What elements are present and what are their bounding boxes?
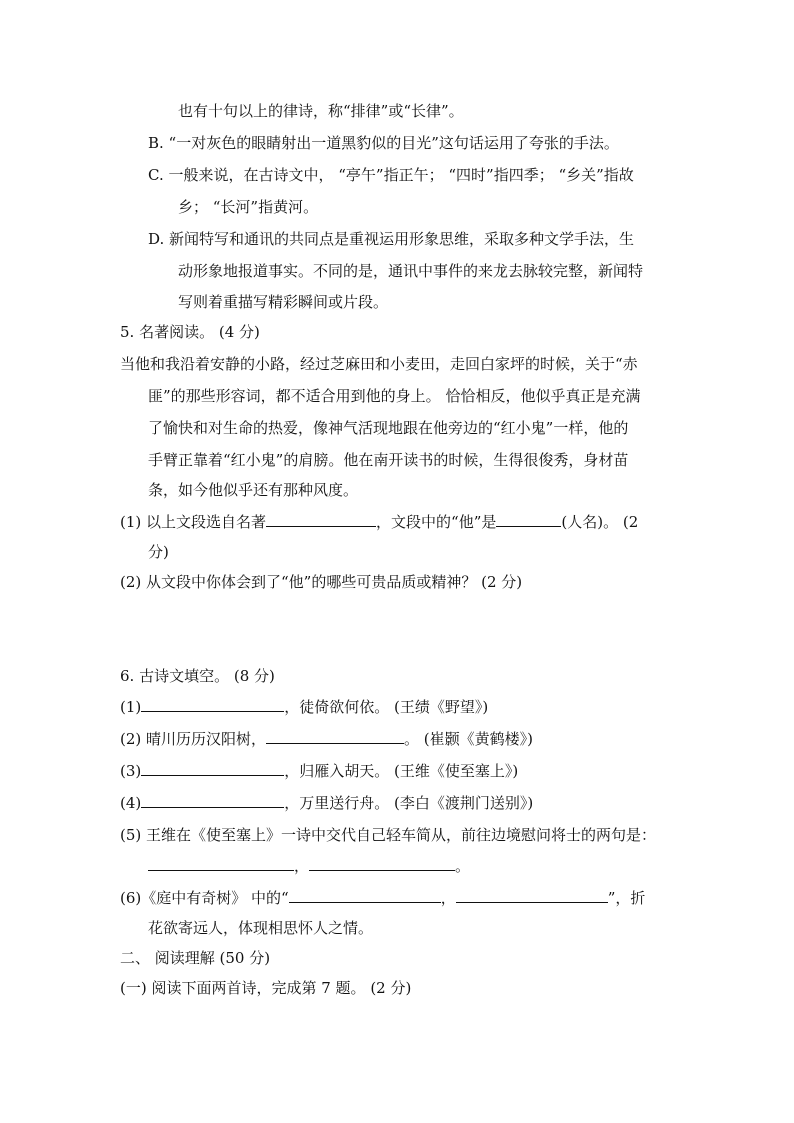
q6-item-6 [120, 888, 645, 908]
q5-sub1-score: 分) [148, 543, 169, 561]
q5-passage-line4: 手臂正靠着“红小鬼”的肩膀。他在南开读书的时候，生得很俊秀，身材苗 [148, 451, 629, 469]
q4-option-b: B. “一对灰色的眼睛射出一道黑豹似的目光”这句话运用了夸张的手法。 [148, 134, 619, 152]
q5-passage-line2: 匪”的那些形容词，都不适合用到他的身上。 恰恰相反，他似乎真正是充满 [148, 387, 641, 405]
q6-item-5-blank-2[interactable] [309, 856, 455, 871]
q6-item-3 [120, 761, 518, 781]
q6-item-6-separator: ， [440, 889, 456, 907]
section-2-title: 二、 阅读理解 (50 分) [120, 949, 271, 967]
q6-item-1 [120, 697, 488, 717]
book-title-blank[interactable] [266, 512, 376, 527]
q6-item-4-blank[interactable] [141, 793, 284, 808]
q6-item-6-suffix: ”，折 [607, 889, 646, 907]
person-name-blank[interactable] [496, 512, 561, 527]
q6-title: 6. 古诗文填空。 (8 分) [120, 667, 275, 685]
q6-item-1-number: (1) [120, 698, 142, 716]
q5-passage-line3: 了愉快和对生命的热爱，像神气活现地跟在他旁边的“红小鬼”一样，他的 [148, 419, 629, 437]
q5-sub1 [120, 512, 638, 532]
q5-sub1-mid: ，文段中的“他”是 [376, 513, 497, 531]
q6-item-2-blank[interactable] [266, 729, 404, 744]
q6-item-3-blank[interactable] [141, 761, 284, 776]
q4-option-d-line2: 动形象地报道事实。不同的是，通讯中事件的来龙去脉较完整，新闻特 [178, 262, 644, 280]
q6-item-5: (5) 王维在《使至塞上》一诗中交代自己轻车简从，前往边境慰问将士的两句是： [120, 826, 657, 844]
q6-item-6-blank-1[interactable] [289, 888, 441, 903]
q5-sub2: (2) 从文段中你体会到了“他”的哪些可贵品质或精神？ (2 分) [120, 573, 523, 591]
q6-item-1-text: ，徒倚欲何依。 (王绩《野望》) [284, 698, 489, 716]
q6-item-6-continued: 花欲寄远人，体现相思怀人之情。 [148, 919, 374, 937]
q4-option-d-line1: D. 新闻特写和通讯的共同点是重视运用形象思维，采取多种文学手法，生 [148, 230, 635, 248]
q6-item-4-number: (4) [120, 794, 142, 812]
q6-item-6-prefix: (6)《庭中有奇树》 中的“ [120, 889, 289, 907]
q6-item-5-end: 。 [455, 857, 471, 875]
q4-option-a-continued: 也有十句以上的律诗，称“排律”或“长律”。 [178, 102, 464, 120]
q5-passage-line5: 条，如今他似乎还有那种风度。 [148, 481, 359, 499]
q6-item-4-text: ，万里送行舟。 (李白《渡荆门送别》) [284, 794, 534, 812]
q6-item-1-blank[interactable] [141, 697, 284, 712]
q6-item-6-blank-2[interactable] [456, 888, 608, 903]
section-2-subtitle: (一) 阅读下面两首诗，完成第 7 题。 (2 分) [120, 979, 412, 997]
q6-item-5-blank-1[interactable] [148, 856, 294, 871]
q5-sub1-prefix: (1) 以上文段选自名著 [120, 513, 267, 531]
q6-item-5-separator: ， [294, 857, 310, 875]
q5-title: 5. 名著阅读。 (4 分) [120, 323, 260, 341]
q6-item-2-suffix: 。 (崔颢《黄鹤楼》) [404, 730, 534, 748]
q6-item-2 [120, 729, 533, 749]
q6-item-5-answers [148, 856, 470, 876]
q6-item-2-prefix: (2) 晴川历历汉阳树， [120, 730, 267, 748]
q4-option-c-line2: 乡； “长河”指黄河。 [178, 198, 319, 216]
q6-item-3-text: ，归雁入胡天。 (王维《使至塞上》) [284, 762, 519, 780]
q6-item-3-number: (3) [120, 762, 142, 780]
q4-option-c-line1: C. 一般来说，在古诗文中， “亭午”指正午； “四时”指四季； “乡关”指故 [148, 166, 634, 184]
q5-passage-line1: 当他和我沿着安静的小路，经过芝麻田和小麦田，走回白家坪的时候，关于“赤 [120, 355, 638, 373]
q6-item-4 [120, 793, 533, 813]
q4-option-d-line3: 写则着重描写精彩瞬间或片段。 [178, 293, 389, 311]
q5-sub1-suffix: (人名)。 (2 [561, 513, 639, 531]
